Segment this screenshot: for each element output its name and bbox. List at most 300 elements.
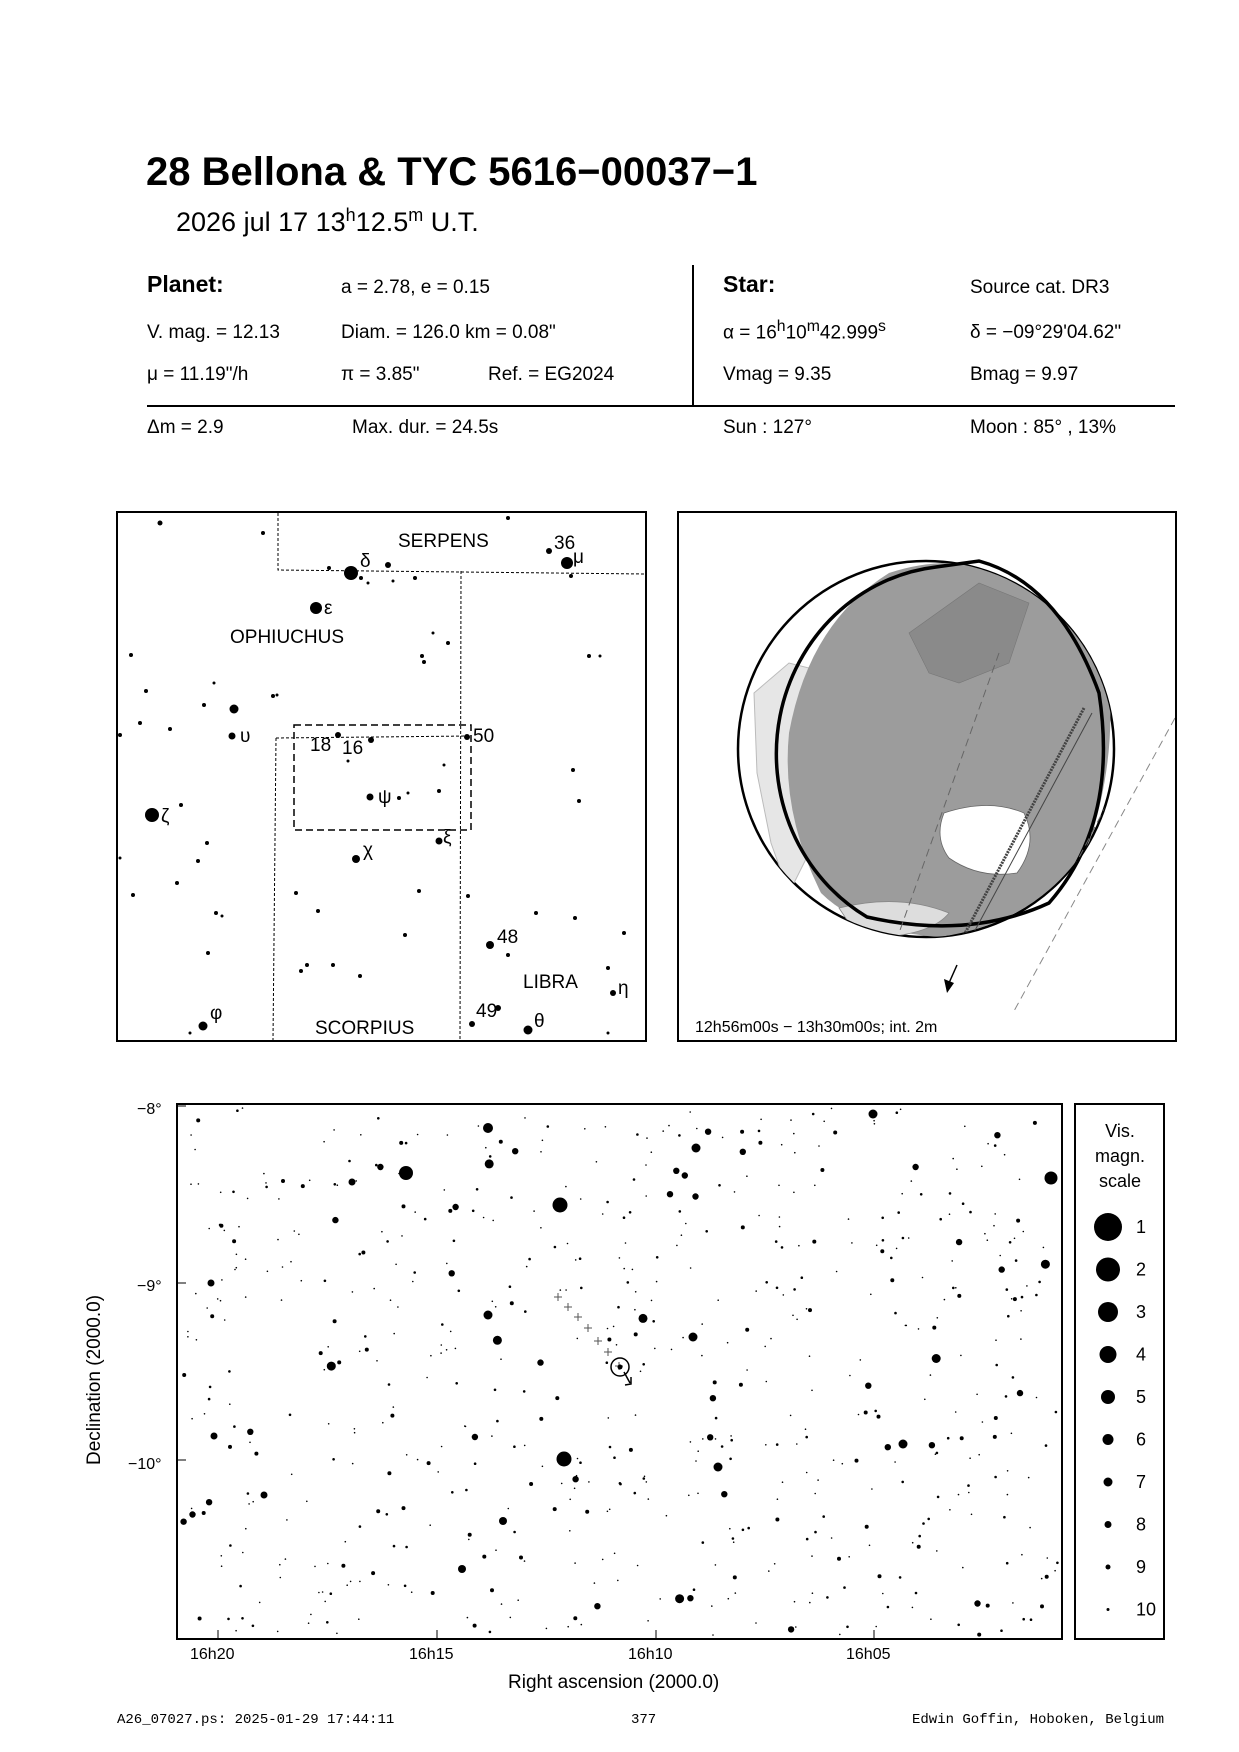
field-star [609,1509,611,1511]
field-star [402,1204,406,1208]
field-star [194,1149,196,1151]
field-star [224,1230,226,1232]
field-star [924,1399,926,1401]
field-star [710,1395,716,1401]
field-star [806,1472,808,1474]
field-star [430,1355,432,1357]
star-label: υ [240,726,251,747]
field-star [839,1634,841,1636]
field-star [882,1239,885,1242]
bright-star [1045,1172,1058,1185]
field-star [576,1475,578,1477]
x-tick-label: 16h10 [628,1646,673,1663]
field-star [776,1443,779,1446]
field-star [585,1510,589,1514]
field-star [715,1564,717,1566]
field-star [878,1574,882,1578]
field-star [580,1198,582,1200]
field-star [793,1288,796,1291]
field-star [613,1326,615,1328]
field-star [467,1617,469,1619]
field-star [291,1474,293,1476]
y-tick-label: −9° [137,1278,162,1295]
field-star [524,1117,526,1119]
field-star [278,1198,280,1200]
magnitude-legend [1074,1103,1165,1640]
field-star [219,1224,223,1228]
field-star [651,1300,653,1302]
field-star [768,1570,770,1572]
field-star [490,1588,494,1592]
field-star [982,1421,984,1423]
field-star [1017,1390,1023,1396]
field-star [1011,1433,1013,1435]
field-star [1000,1629,1003,1632]
field-star [360,1134,362,1136]
field-star [707,1434,713,1440]
field-star [513,1531,516,1534]
field-star [265,1186,268,1189]
star-label: 50 [473,726,495,747]
field-star [875,1626,877,1628]
field-star [962,1202,965,1205]
planet-path-mark [594,1337,602,1345]
field-star [721,1445,724,1448]
field-star [332,1458,335,1461]
field-star [733,1541,735,1543]
field-star [977,1633,981,1637]
field-star [608,1417,610,1419]
field-star [858,1414,860,1416]
bright-star [458,1565,466,1573]
star-delta: δ = −09°29'04.62" [970,322,1122,343]
legend-magnitude: 7 [1136,1472,1147,1492]
field-star [1021,1296,1024,1299]
field-star [319,1351,323,1355]
field-star [574,1488,576,1490]
field-star [447,1134,449,1136]
field-star [510,1196,513,1199]
field-star [646,1137,648,1139]
field-star [652,1320,655,1323]
legend-magnitude: 3 [1136,1302,1147,1322]
field-star [932,1326,936,1330]
field-star [1041,1578,1043,1580]
field-star [614,1553,616,1555]
field-star [348,1160,351,1163]
field-star [358,1253,361,1256]
field-star [526,1266,528,1268]
field-star [792,1315,794,1317]
field-star [1019,1179,1021,1181]
constellation-label: LIBRA [523,972,578,993]
field-star [730,1435,732,1437]
field-star [741,1225,745,1229]
field-star [831,1108,833,1110]
field-star [793,1192,795,1194]
field-star [492,1220,494,1222]
star-label: χ [363,840,373,861]
field-star [1009,1241,1012,1244]
field-star [1015,1259,1018,1262]
field-star [196,1118,200,1122]
field-star [555,1396,559,1400]
field-star [508,1508,510,1510]
field-star [359,1351,361,1353]
field-star [947,1437,950,1440]
field-star [482,1555,486,1559]
field-star [801,1276,804,1279]
field-star [524,1445,526,1447]
field-star [359,1581,361,1583]
field-star [361,1251,365,1255]
bright-star [261,1492,268,1499]
field-star [806,1308,808,1310]
field-star [922,1522,925,1525]
legend-dot [1106,1565,1111,1570]
field-star [322,1591,324,1593]
legend-magnitude: 9 [1136,1557,1147,1577]
field-star [245,1258,247,1260]
field-star [617,1580,619,1582]
field-star [782,1481,784,1483]
field-star [685,1223,687,1225]
field-star [337,1360,341,1364]
arrow-head [944,979,954,993]
field-star [873,1120,875,1122]
field-star [519,1556,523,1560]
field-star [811,1555,813,1557]
field-star [191,1418,193,1420]
field-star [932,1354,941,1363]
field-star [746,1369,748,1371]
field-star [689,1111,691,1113]
field-star [617,1306,620,1309]
field-star [897,1211,900,1214]
field-star [187,1336,189,1338]
field-star [220,1300,222,1302]
field-star [499,1140,503,1144]
field-star [485,1147,487,1149]
planet-ref: Ref. = EG2024 [488,364,615,385]
bright-star [689,1333,698,1342]
field-star [795,1626,797,1628]
field-star [588,1481,590,1483]
motion-arrow [624,1372,631,1385]
star-vmag: Vmag = 9.35 [723,364,832,385]
field-star [465,1426,467,1428]
field-star [263,1173,265,1175]
field-star [365,1348,369,1352]
field-star [855,1459,859,1463]
footer-author: Edwin Goffin, Hoboken, Belgium [912,1712,1165,1728]
field-star [224,1319,226,1321]
field-star [1012,1376,1015,1379]
constellation-label: SCORPIUS [315,1018,415,1039]
star-heading: Star: [723,271,776,297]
field-star [693,1588,696,1591]
field-star [413,1271,416,1274]
field-star [354,1432,356,1434]
star-label: θ [534,1011,545,1032]
field-star [930,1374,932,1376]
field-star [577,1338,579,1340]
field-star [332,1217,338,1223]
field-star [1022,1618,1025,1621]
star-label: ξ [443,827,452,848]
planet-path-mark [574,1313,582,1321]
target-star [618,1365,623,1370]
field-star [289,1414,292,1417]
field-star [679,1210,682,1213]
field-star [565,1289,567,1291]
field-star [770,1338,772,1340]
field-star [849,1375,851,1377]
field-star [450,1331,452,1333]
field-star [496,1420,499,1423]
field-star [377,1117,380,1120]
field-star [245,1528,247,1530]
field-star [1014,1238,1016,1240]
field-star [765,1281,768,1284]
field-star [937,1496,940,1499]
x-tick-label: 16h20 [190,1646,235,1663]
field-star [485,1159,494,1168]
bright-star [483,1123,493,1133]
field-star [796,1443,798,1445]
legend-magnitude: 5 [1136,1387,1147,1407]
field-star [734,1191,736,1193]
field-star [510,1617,512,1619]
date-minute-unit: m [408,205,424,225]
field-star [869,1545,871,1547]
field-star [874,1123,876,1125]
field-star [901,1481,904,1484]
field-star [606,1361,609,1364]
field-star [639,1314,648,1323]
field-star [1038,1281,1041,1284]
field-star [695,1460,697,1462]
page-title: 28 Bellona & TYC 5616−00037−1 [146,150,758,194]
bright-star [484,1311,493,1320]
field-star [788,1626,794,1632]
star-label: ζ [161,806,170,827]
field-star [994,1213,996,1215]
field-star [494,1389,497,1392]
field-star [637,1565,639,1567]
field-star [995,1364,998,1367]
field-star [783,1294,785,1296]
field-star [619,1483,622,1486]
x-axis-label: Right ascension (2000.0) [508,1672,720,1693]
field-star [426,1377,428,1379]
field-star [441,1323,444,1326]
field-star [871,1488,873,1490]
field-star [745,1328,749,1332]
event-datetime [176,205,479,238]
field-star [468,1539,470,1541]
field-star [908,1237,910,1239]
field-star [705,1230,708,1233]
field-star [894,1312,897,1315]
field-star [906,1325,908,1327]
field-star [393,1406,395,1408]
field-star [569,1499,571,1501]
field-star [605,1126,607,1128]
star-chart-svg [178,1105,1061,1638]
field-star [1043,1247,1045,1249]
field-star [779,1226,781,1228]
field-star [517,1599,519,1601]
field-star [969,1457,971,1459]
field-star [842,1463,844,1465]
field-star [290,1261,292,1263]
field-star [308,1622,310,1624]
field-star [561,1483,563,1485]
field-star [594,1582,596,1584]
planet-path-mark [554,1293,562,1301]
footer-page: 377 [631,1712,657,1728]
field-star [232,1191,235,1194]
field-star [930,1618,932,1620]
field-star [190,1183,192,1185]
date-suffix: U.T. [423,207,479,237]
field-star [324,1369,326,1371]
field-star [739,1383,743,1387]
field-star [381,1231,383,1233]
field-star [533,1210,535,1212]
field-star [241,1617,244,1620]
field-star [656,1256,659,1259]
legend-dot [1100,1346,1117,1363]
field-star [414,1211,416,1213]
field-star [1045,1575,1049,1579]
field-star [1007,1494,1009,1496]
field-star [424,1218,427,1221]
field-star [345,1541,347,1543]
legend-dot [1098,1302,1118,1322]
field-star [1040,1604,1044,1608]
field-star [417,1459,419,1461]
field-star [645,1164,647,1166]
field-star [228,1445,232,1449]
field-star [823,1121,825,1123]
field-star [294,1230,296,1232]
star-alpha: $\alpha = 16^h10^m42.999^s$ [723,318,886,344]
field-star [806,1538,809,1541]
field-star [836,1271,838,1273]
field-star [330,1592,333,1595]
field-star [937,1317,939,1319]
bright-star [553,1198,568,1213]
field-star [936,1550,938,1552]
bright-star [208,1280,215,1287]
sun-elongation: Sun : 127° [723,417,812,438]
field-star [643,1477,646,1480]
field-star [406,1454,408,1456]
field-star [1041,1260,1050,1269]
field-star [553,1507,557,1511]
field-star [746,1175,748,1177]
field-star [765,1444,767,1446]
field-star [280,1577,282,1579]
field-star [395,1264,397,1266]
field-star [613,1456,616,1459]
field-star [1055,1411,1058,1414]
field-star [451,1491,454,1494]
field-star [301,1184,305,1188]
field-star [1045,1444,1048,1447]
legend-dot [1104,1478,1113,1487]
field-star [911,1180,913,1182]
field-star [528,1258,531,1261]
field-star [764,1346,766,1348]
field-star [473,1624,477,1628]
field-star [512,1148,518,1154]
field-star [579,1257,582,1260]
field-star [915,1592,918,1595]
moon-info: Moon : 85° , 13% [970,417,1116,438]
field-star [971,1514,973,1516]
field-star [981,1166,983,1168]
field-star [1035,1294,1038,1297]
field-star [633,1178,636,1181]
legend-svg [1076,1105,1163,1638]
field-star [675,1594,684,1603]
field-star [623,1268,625,1270]
field-star [848,1556,850,1558]
field-star [524,1310,527,1313]
field-star [993,1225,995,1227]
field-star [949,1192,952,1195]
star-label: 16 [342,738,364,759]
field-star [301,1280,303,1282]
field-star [208,1228,210,1230]
field-star [298,1234,300,1236]
field-star [501,1603,503,1605]
field-star [901,1193,903,1195]
field-star [560,1289,562,1291]
field-star [896,1111,899,1114]
bright-star [349,1179,356,1186]
field-star [865,1525,869,1529]
field-star [314,1566,316,1568]
globe-panel [677,511,1177,1042]
field-star [634,1492,637,1495]
field-star [249,1442,251,1444]
field-star [735,1592,737,1594]
field-star [843,1586,846,1589]
field-star [318,1592,320,1594]
field-star [492,1301,494,1303]
legend-title: scale [1098,1171,1142,1191]
field-star [822,1515,825,1518]
max-duration: Max. dur. = 24.5s [352,417,499,438]
field-star [962,1567,964,1569]
star-label: ψ [378,787,392,808]
planet-path-mark [604,1348,612,1356]
field-star [774,1563,776,1565]
field-star [648,1498,650,1500]
field-star [221,1565,223,1567]
planet-orbit: a = 2.78, e = 0.15 [341,277,490,298]
field-star [607,1511,609,1513]
field-star [974,1600,980,1606]
field-star [999,1266,1005,1272]
field-star [968,1492,970,1494]
planet-path-mark [584,1324,592,1332]
field-star [793,1133,795,1135]
